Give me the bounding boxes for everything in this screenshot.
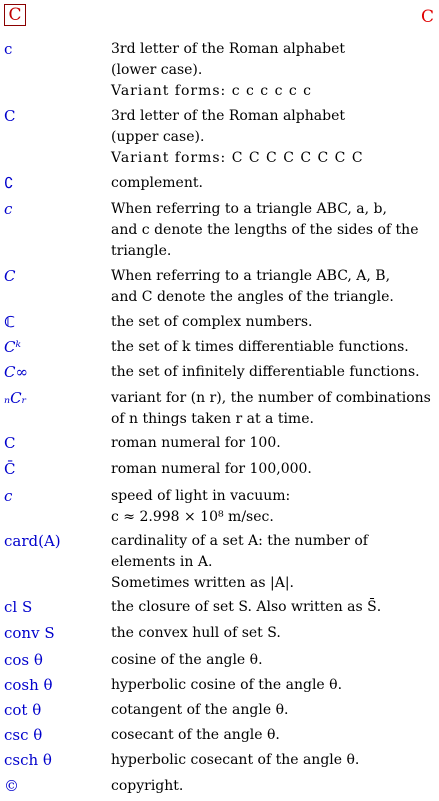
entry-symbol: C: [4, 434, 16, 452]
entry-symbol: C: [4, 267, 16, 285]
entry-symbol: C: [4, 107, 16, 125]
entry-definition: [111, 650, 435, 671]
definition-line: When referring to a triangle ABC, a, b,: [111, 201, 387, 217]
definition-line: c ≈ 2.998 × 10⁸ m/sec.: [111, 509, 274, 525]
definition-line: of n things taken r at a time.: [111, 411, 314, 427]
entry-symbol: C∞: [4, 363, 28, 381]
entry-definition: [111, 597, 435, 618]
entry-definition: [111, 700, 435, 721]
entry-definition: [111, 623, 435, 644]
entry-symbol: cl S: [4, 598, 33, 616]
entry-symbol: cos θ: [4, 651, 43, 669]
entry-definition: [111, 750, 435, 771]
entry-symbol: c: [4, 40, 13, 58]
entry-definition: [111, 486, 435, 528]
definition-line: elements in A.: [111, 554, 213, 570]
entry-definition: [111, 433, 435, 454]
definition-line: the set of k times differentiable functions.: [111, 339, 409, 355]
entry-symbol: ©: [4, 777, 19, 795]
entry-definition: [111, 337, 435, 358]
entry-definition: [111, 106, 435, 169]
entry-symbol: conv S: [4, 624, 55, 642]
entry-symbol: card(A): [4, 532, 61, 550]
entry-symbol: c: [4, 487, 13, 505]
definition-line: (lower case).: [111, 62, 203, 78]
definition-line: 3rd letter of the Roman alphabet: [111, 41, 345, 57]
definition-line: Sometimes written as |A|.: [111, 575, 295, 591]
entry-definition: [111, 388, 435, 430]
entry-definition: [111, 725, 435, 746]
entry-definition: [111, 675, 435, 696]
entry-definition: [111, 199, 435, 262]
definition-line: the closure of set S. Also written as S̄.: [111, 599, 382, 615]
definition-line: (upper case).: [111, 129, 205, 145]
definition-line: cotangent of the angle θ.: [111, 702, 289, 718]
definition-line: and c denote the lengths of the sides of the: [111, 222, 419, 238]
entry-definition: [111, 266, 435, 308]
entry-definition: [111, 39, 435, 102]
entry-symbol: csch θ: [4, 751, 52, 769]
entry-symbol: ₙCᵣ: [4, 389, 27, 407]
definition-line: cosecant of the angle θ.: [111, 727, 280, 743]
definition-line: cosine of the angle θ.: [111, 652, 263, 668]
entry-symbol: cot θ: [4, 701, 42, 719]
definition-line: triangle.: [111, 243, 172, 259]
definition-line: roman numeral for 100,000.: [111, 461, 312, 477]
definition-line: Variant forms: c c c c c c: [111, 83, 313, 99]
page-letter-box: C: [4, 4, 26, 26]
entry-symbol: ∁: [4, 174, 14, 192]
entry-symbol: ℂ: [4, 313, 16, 331]
definition-line: Variant forms: C C C C C C C C: [111, 150, 364, 166]
definition-line: hyperbolic cosine of the angle θ.: [111, 677, 343, 693]
definition-line: copyright.: [111, 778, 184, 794]
entry-symbol: C̄: [4, 460, 16, 478]
entry-definition: [111, 362, 435, 383]
entry-symbol: c: [4, 200, 13, 218]
entry-definition: [111, 459, 435, 480]
definition-line: and C denote the angles of the triangle.: [111, 289, 394, 305]
entry-definition: [111, 531, 435, 594]
definition-line: the set of infinitely differentiable functions.: [111, 364, 420, 380]
definition-line: the set of complex numbers.: [111, 314, 313, 330]
entry-definition: [111, 312, 435, 333]
definition-line: the convex hull of set S.: [111, 625, 281, 641]
definition-line: speed of light in vacuum:: [111, 488, 291, 504]
entry-definition: [111, 173, 435, 194]
definition-line: cardinality of a set A: the number of: [111, 533, 368, 549]
entry-symbol: Cᵏ: [4, 338, 21, 356]
entry-definition: [111, 776, 435, 797]
entry-symbol: cosh θ: [4, 676, 53, 694]
definition-line: variant for (n r), the number of combinations: [111, 390, 431, 406]
definition-line: roman numeral for 100.: [111, 435, 281, 451]
page-letter-right: C: [420, 7, 434, 27]
definition-line: complement.: [111, 175, 203, 191]
definition-line: hyperbolic cosecant of the angle θ.: [111, 752, 360, 768]
definition-line: When referring to a triangle ABC, A, B,: [111, 268, 391, 284]
definition-line: 3rd letter of the Roman alphabet: [111, 108, 345, 124]
entry-symbol: csc θ: [4, 726, 43, 744]
